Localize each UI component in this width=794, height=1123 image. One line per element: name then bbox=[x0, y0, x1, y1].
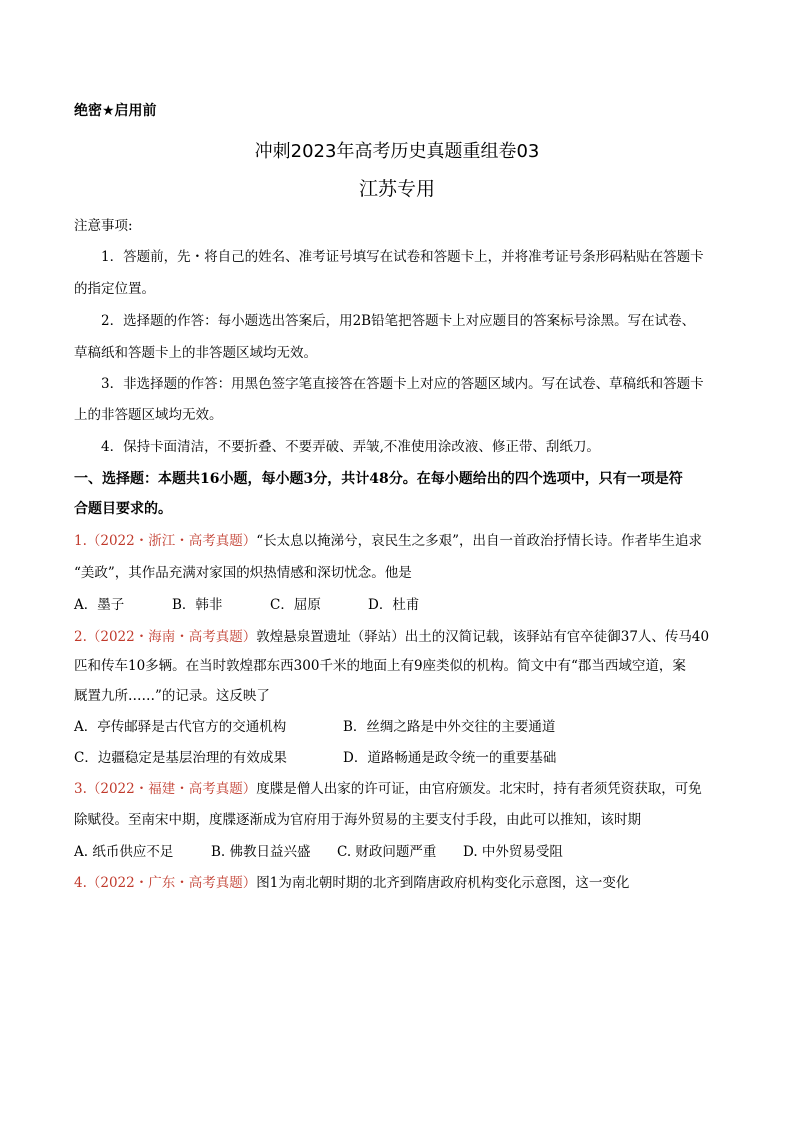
question-1-option-c: C．屈原 bbox=[270, 597, 321, 613]
note-3-line-2: 上的非答题区域均无效。 bbox=[74, 407, 223, 423]
note-1-line-2: 的指定位置。 bbox=[74, 281, 155, 297]
note-2-line-1: 2．选择题的作答：每小题选出答案后，用2B铅笔把答题卡上对应题目的答案标号涂黑。写在试卷、 bbox=[101, 313, 696, 329]
question-2-stem-line-1 bbox=[74, 627, 724, 647]
question-3-source: 3.（2022・福建・高考真题） bbox=[74, 781, 257, 797]
section-heading-line-2: 合题目要求的。 bbox=[74, 501, 172, 517]
confidential-label: 绝密★启用前 bbox=[74, 103, 157, 119]
note-2-line-2: 草稿纸和答题卡上的非答题区域均无效。 bbox=[74, 345, 317, 361]
notes-heading: 注意事项: bbox=[74, 218, 133, 234]
question-2-options-row-2 bbox=[74, 748, 724, 768]
question-1-option-d: D．杜甫 bbox=[368, 597, 420, 613]
question-4-source: 4.（2022・广东・高考真题） bbox=[74, 875, 257, 891]
question-1-source: 1.（2022・浙江・高考真题） bbox=[74, 533, 257, 549]
exam-subtitle: 江苏专用 bbox=[358, 178, 435, 200]
question-3-option-d: D. 中外贸易受阻 bbox=[463, 844, 563, 860]
question-3-option-c: C. 财政问题严重 bbox=[337, 844, 437, 860]
question-3-stem-line-2: 除赋役。至南宋中期，度牒逐渐成为官府用于海外贸易的主要支付手段，由此可以推知，该时期 bbox=[74, 812, 641, 828]
question-2-option-d: D．道路畅通是政令统一的重要基础 bbox=[343, 750, 557, 766]
question-1-options bbox=[74, 595, 724, 615]
question-3-option-a: A. 纸币供应不足 bbox=[74, 844, 174, 860]
question-2-stem-line-3: 厩置九所……”的记录。这反映了 bbox=[74, 688, 270, 704]
question-3-text: 度牒是僧人出家的许可证，由官府颁发。北宋时，持有者须凭资获取，可免 bbox=[256, 781, 702, 797]
note-4: 4．保持卡面清洁，不要折叠、不要弄破、弄皱,不准使用涂改液、修正带、刮纸刀。 bbox=[101, 439, 600, 455]
question-1-stem-line-2: “美政”，其作品充满对家国的炽热情感和深切忧念。他是 bbox=[74, 565, 412, 581]
section-heading-line-1: 一、选择题：本题共16小题，每小题3分，共计48分。在每小题给出的四个选项中，只有一项是符 bbox=[74, 471, 683, 487]
note-1-line-1: 1．答题前，先・将自己的姓名、准考证号填写在试卷和答题卡上，并将准考证号条形码粘贴在答题卡 bbox=[101, 249, 704, 265]
question-4-text: 图1为南北朝时期的北齐到隋唐政府机构变化示意图，这一变化 bbox=[256, 875, 630, 891]
question-3-stem-line-1 bbox=[74, 779, 724, 799]
question-2-option-a: A．亭传邮驿是古代官方的交通机构 bbox=[74, 719, 287, 735]
exam-title: 冲刺2023年高考历史真题重组卷03 bbox=[254, 141, 540, 162]
note-3-line-1: 3．非选择题的作答：用黑色签字笔直接答在答题卡上对应的答题区域内。写在试卷、草稿纸和答题卡 bbox=[101, 376, 704, 392]
question-4-stem-line-1 bbox=[74, 873, 724, 893]
question-2-option-c: C．边疆稳定是基层治理的有效成果 bbox=[74, 750, 287, 766]
question-1-text: “长太息以掩涕兮，哀民生之多艰”，出自一首政治抒情长诗。作者毕生追求 bbox=[256, 533, 703, 549]
question-2-source: 2.（2022・海南・高考真题） bbox=[74, 629, 257, 645]
question-1-stem-line-1 bbox=[74, 531, 724, 551]
question-2-text: 敦煌悬泉置遗址（驿站）出土的汉简记载，该驿站有官卒徒御37人、传马40 bbox=[256, 629, 710, 645]
question-1-option-a: A．墨子 bbox=[74, 597, 125, 613]
question-3-options bbox=[74, 842, 724, 862]
question-2-option-b: B．丝绸之路是中外交往的主要通道 bbox=[343, 719, 556, 735]
question-3-option-b: B. 佛教日益兴盛 bbox=[211, 844, 311, 860]
question-2-stem-line-2: 匹和传车10多辆。在当时敦煌郡东西300千米的地面上有9座类似的机构。简文中有“郡当西域空道，案 bbox=[74, 658, 686, 674]
question-1-option-b: B．韩非 bbox=[172, 597, 223, 613]
question-2-options-row-1 bbox=[74, 717, 724, 737]
